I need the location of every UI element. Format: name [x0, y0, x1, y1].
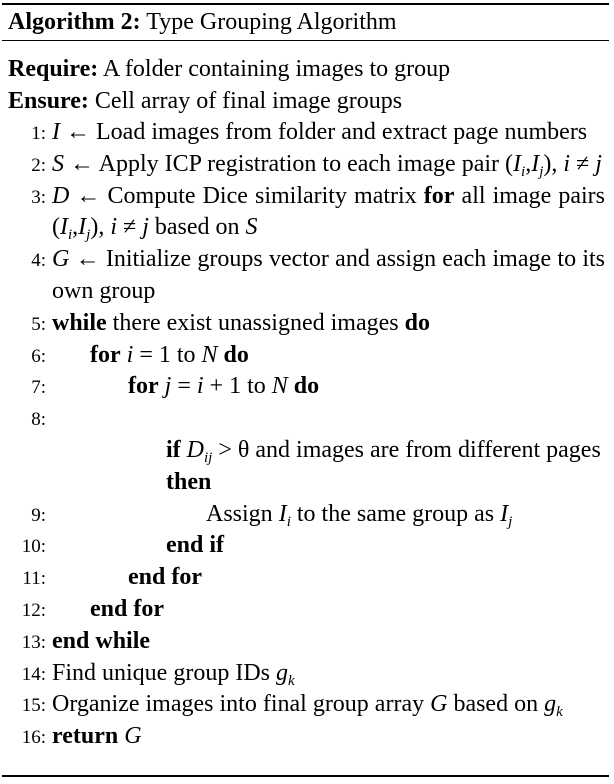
algorithm-line [8, 181, 605, 245]
line-content [52, 117, 605, 149]
algorithm-line [8, 340, 605, 372]
line-number: 16: [21, 727, 46, 749]
line-text: D ← Compute Dice similarity matrix for all image pairs $(I_i,I_j)$, i ≠ j based on S [52, 182, 605, 244]
line-number: 12: [21, 599, 46, 621]
line-number: 9: [31, 504, 46, 526]
line-content [52, 626, 605, 658]
line-text: end while [52, 627, 151, 654]
line-text: I ← Load images from folder and extract page numbers [52, 119, 588, 145]
algorithm-title: Type Grouping Algorithm [146, 9, 397, 35]
line-text: while there exist unassigned images do [52, 309, 430, 336]
algorithm-label: Algorithm 2: [8, 9, 141, 35]
line-number: 5: [31, 313, 46, 335]
algorithm-line [8, 244, 605, 308]
line-number: 6: [31, 345, 46, 367]
line-number: 1: [31, 123, 46, 144]
line-number: 4: [31, 250, 46, 272]
line-content [52, 181, 605, 245]
algorithm-line [8, 721, 605, 753]
line-content [52, 562, 605, 594]
algorithm-line [8, 562, 605, 594]
require-text: A folder containing images to group [102, 56, 451, 82]
algorithm-line [8, 530, 605, 562]
ensure-text: Cell array of final image groups [94, 88, 403, 114]
algorithm-line [8, 499, 605, 531]
algorithm-line [8, 403, 605, 498]
algorithm-line [8, 689, 605, 721]
line-text: end if [166, 532, 225, 559]
line-number: 15: [21, 695, 46, 717]
line-content [52, 689, 605, 721]
algorithm-line [8, 308, 605, 340]
line-text: for j = i + 1 to N do [128, 373, 320, 400]
algorithm-title-row [2, 5, 609, 41]
line-text: S ← Apply ICP registration to each image pair $(I_i,I_j)$, i ≠ j [52, 150, 602, 180]
line-number: 7: [31, 377, 46, 399]
line-content [52, 244, 605, 308]
line-content [52, 499, 605, 531]
ensure-keyword: Ensure: [8, 88, 89, 114]
line-number: 3: [31, 186, 46, 208]
require-keyword: Require: [8, 56, 99, 82]
ensure-line [8, 85, 605, 117]
line-text: for i = 1 to N do [90, 341, 249, 368]
line-content [52, 403, 605, 498]
line-number: 8: [31, 409, 46, 431]
line-text: if $D_{ij} > \theta$ and images are from different pages then [166, 436, 601, 495]
line-text: end for [128, 564, 203, 591]
algorithm-line [8, 371, 605, 403]
line-content [52, 658, 605, 690]
line-text: Organize images into final group array G based on $g_k$ [52, 691, 563, 721]
line-content [52, 340, 605, 372]
line-number: 14: [21, 663, 46, 685]
line-number: 13: [21, 631, 46, 653]
line-text: G ← Initialize groups vector and assign each image to its own group [52, 246, 605, 304]
line-text: return G [52, 723, 142, 750]
line-content [52, 308, 605, 340]
line-text: Assign $I_i$ to the same group as $I_j$ [206, 500, 513, 530]
require-line [8, 53, 605, 85]
line-number: 2: [31, 154, 46, 176]
line-number: 10: [21, 536, 46, 558]
algorithm-box [2, 3, 609, 777]
line-number: 11: [22, 568, 46, 590]
algorithm-line [8, 626, 605, 658]
line-content [52, 721, 605, 753]
line-text: end for [90, 595, 165, 622]
line-content [52, 149, 605, 181]
algorithm-body [2, 41, 609, 753]
line-content [52, 371, 605, 403]
line-content [52, 594, 605, 626]
algorithm-line [8, 658, 605, 690]
algorithm-line [8, 149, 605, 181]
line-content [52, 530, 605, 562]
algorithm-line [8, 117, 605, 149]
algorithm-line [8, 594, 605, 626]
line-text: Find unique group IDs $g_k$ [52, 659, 295, 689]
